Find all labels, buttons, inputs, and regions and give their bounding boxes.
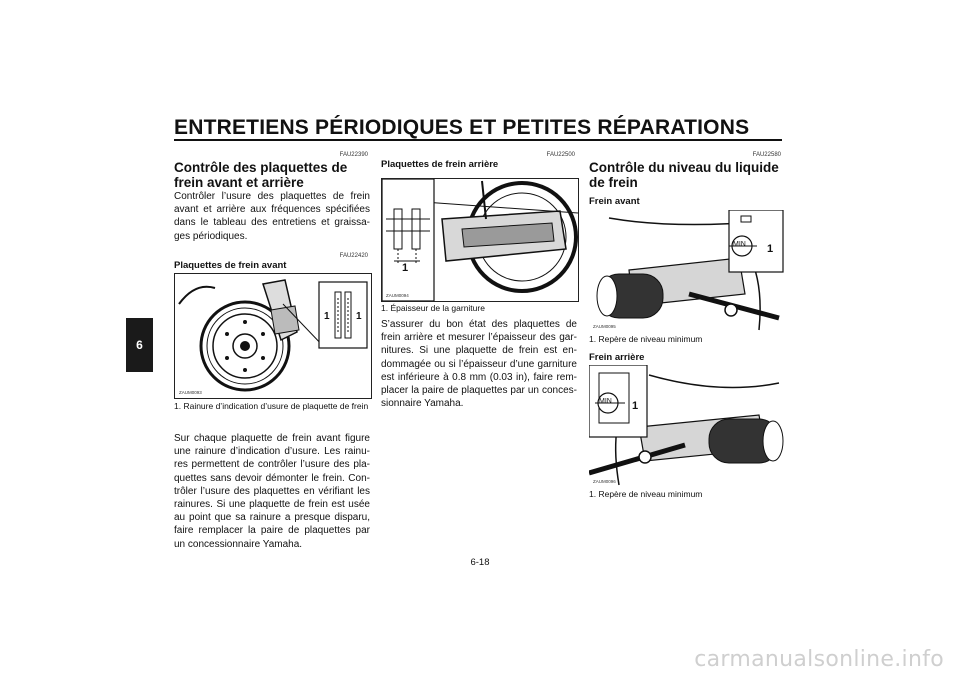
figure-code: ZAUM0096 [593,479,616,484]
front-reservoir-illustration [589,210,785,332]
front-brake-illustration [174,273,372,399]
rear-reservoir-illustration [589,365,785,487]
rear-brake-illustration [381,178,579,302]
callout-1: 1 [324,311,330,322]
section-heading: Contrôle du niveau du liquide de frein [589,160,779,190]
watermark: carmanualsonline.info [694,647,944,672]
figure-caption: 1. Repère de niveau minimum [589,489,703,499]
subheading-front-pads: Plaquettes de frein avant [174,260,287,271]
figure-code: ZAUM0095 [593,324,616,329]
callout-1: 1 [402,262,409,274]
figure-code: ZAUM0093 [179,390,202,395]
ref-code: FAU22580 [752,152,781,158]
section-heading: Contrôle des plaquettes de frein avant et arrière [174,160,348,190]
chapter-tab: 6 [126,318,153,372]
ref-code: FAU22500 [546,152,575,158]
figure-caption: 1. Repère de niveau minimum [589,334,703,344]
rear-pads-paragraph: S’assurer du bon état des plaquettes de frein arrière et mesurer l’épaisseur des gar-nitures. Si une plaquette de frein est en-dommagée ou si l’épaisseur d’une garniture est inférieure à 0.8 mm (0.03 in), faire rem-placer la paire de plaquettes par un conces-sionnaire Yamaha. [381,319,577,410]
min-label: MIN [733,241,746,248]
min-label: MIN [599,398,612,405]
header-rule [174,139,782,141]
subheading-rear-pads: Plaquettes de frein arrière [381,159,499,170]
subheading-rear-brake: Frein arrière [589,352,645,363]
callout-1: 1 [767,243,774,255]
figure-caption: 1. Épaisseur de la garniture [381,303,485,313]
figure-caption: 1. Rainure d’indication d’usure de plaquette de frein [174,401,369,411]
ref-code: FAU22420 [339,253,368,259]
page-number: 6-18 [470,557,490,568]
subheading-front-brake: Frein avant [589,196,640,207]
ref-code: FAU22390 [339,152,368,158]
callout-1: 1 [632,400,639,412]
page-title: ENTRETIENS PÉRIODIQUES ET PETITES RÉPARATIONS [174,116,750,139]
callout-1: 1 [356,311,362,322]
figure-code: ZAUM0094 [386,293,409,298]
intro-paragraph: Contrôler l’usure des plaquettes de frein avant et arrière aux fréquences spécifiées dans le tableau des entretiens et graissa-ges périodiques. [174,191,370,242]
front-pads-paragraph: Sur chaque plaquette de frein avant figure une rainure d’indication d’usure. Les rainu-res permettent de contrôler l’usure des pla-quettes sans devoir démonter le frein. Con-trôler l’usure des plaquettes en vérifiant les rainures. Si une plaquette de frein est usée au point que sa rainure a presque disparu, faire remplacer la paire de plaquettes par un concessionnaire Yamaha. [174,433,370,550]
